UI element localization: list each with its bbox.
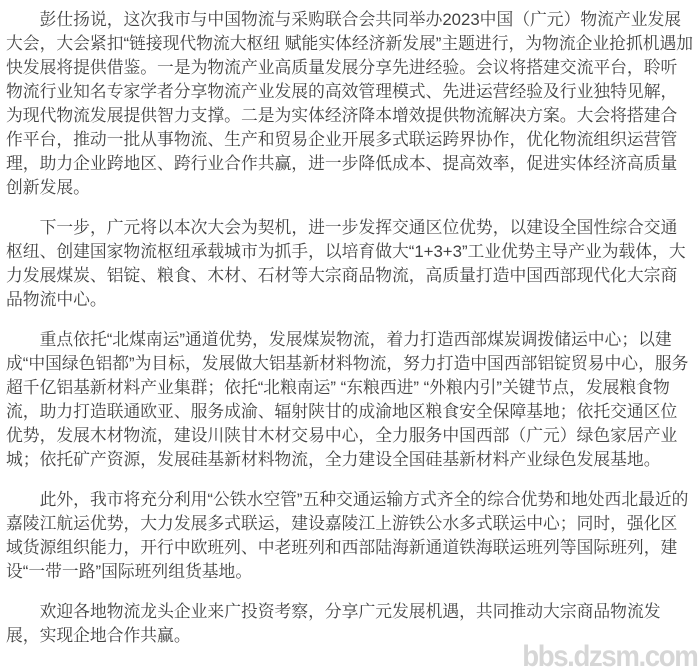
paragraph-1: 彭仕扬说，这次我市与中国物流与采购联合会共同举办2023中国（广元）物流产业发展大会，大会紧扣“链接现代物流大枢纽 赋能实体经济新发展”主题进行，为物流企业抢抓机遇加快发展将提供借鉴。一是为物流产业高质量发展分享先进经验。会议将搭建交流平台，聆听物流行业知名专家学者分享物流产业发展的高效管理模式、先进运营经验及行业独特见解，为现代物流发展提供智力支撑。二是为实体经济降本增效提供物流解决方案。大会将搭建合作平台，推动一批从事物流、生产和贸易企业开展多式联运跨界协作，优化物流组织运营管理，助力企业跨地区、跨行业合作共赢，进一步降低成本、提高效率，促进实体经济高质量创新发展。	[6, 10, 694, 197]
paragraph-3: 重点依托“北煤南运”通道优势，发展煤炭物流，着力打造西部煤炭调拨储运中心；以建成“中国绿色铝都”为目标，发展做大铝基新材料物流，努力打造中国西部铝锭贸易中心，服务超千亿铝基新材料产业集群；依托“北粮南运” “东粮西进” “外粮内引”关键节点，发展粮食物流，助力打造联通欧亚、服务成渝、辐射陕甘的成渝地区粮食安全保障基地；依托交通区位优势，发展木材物流，建设川陕甘木材交易中心，全力服务中国西部（广元）绿色家居产业城；依托矿产资源，发展硅基新材料物流，全力建设全国硅基新材料产业绿色发展基地。	[6, 330, 689, 469]
paragraph-5: 欢迎各地物流龙头企业来广投资考察，分享广元发展机遇，共同推动大宗商品物流发展，实现企地合作共赢。	[6, 602, 661, 645]
paragraph-4: 此外，我市将充分利用“公铁水空管”五种交通运输方式齐全的综合优势和地处西北最近的嘉陵江航运优势，大力发展多式联运，建设嘉陵江上游铁公水多式联运中心；同时，强化区域货源组织能力，开行中欧班列、中老班列和西部陆海新通道铁海联运班列等国际班列，建设“一带一路”国际班列组货基地。	[6, 490, 689, 581]
article-body	[6, 8, 694, 648]
paragraph-2: 下一步，广元将以本次大会为契机，进一步发挥交通区位优势，以建设全国性综合交通枢纽、创建国家物流枢纽承载城市为抓手，以培育做大“1+3+3”工业优势主导产业为载体，大力发展煤炭、铝锭、粮食、木材、石材等大宗商品物流，高质量打造中国西部现代化大宗商品物流中心。	[6, 218, 686, 309]
site-watermark: bbs.dzsm.com	[521, 640, 697, 669]
